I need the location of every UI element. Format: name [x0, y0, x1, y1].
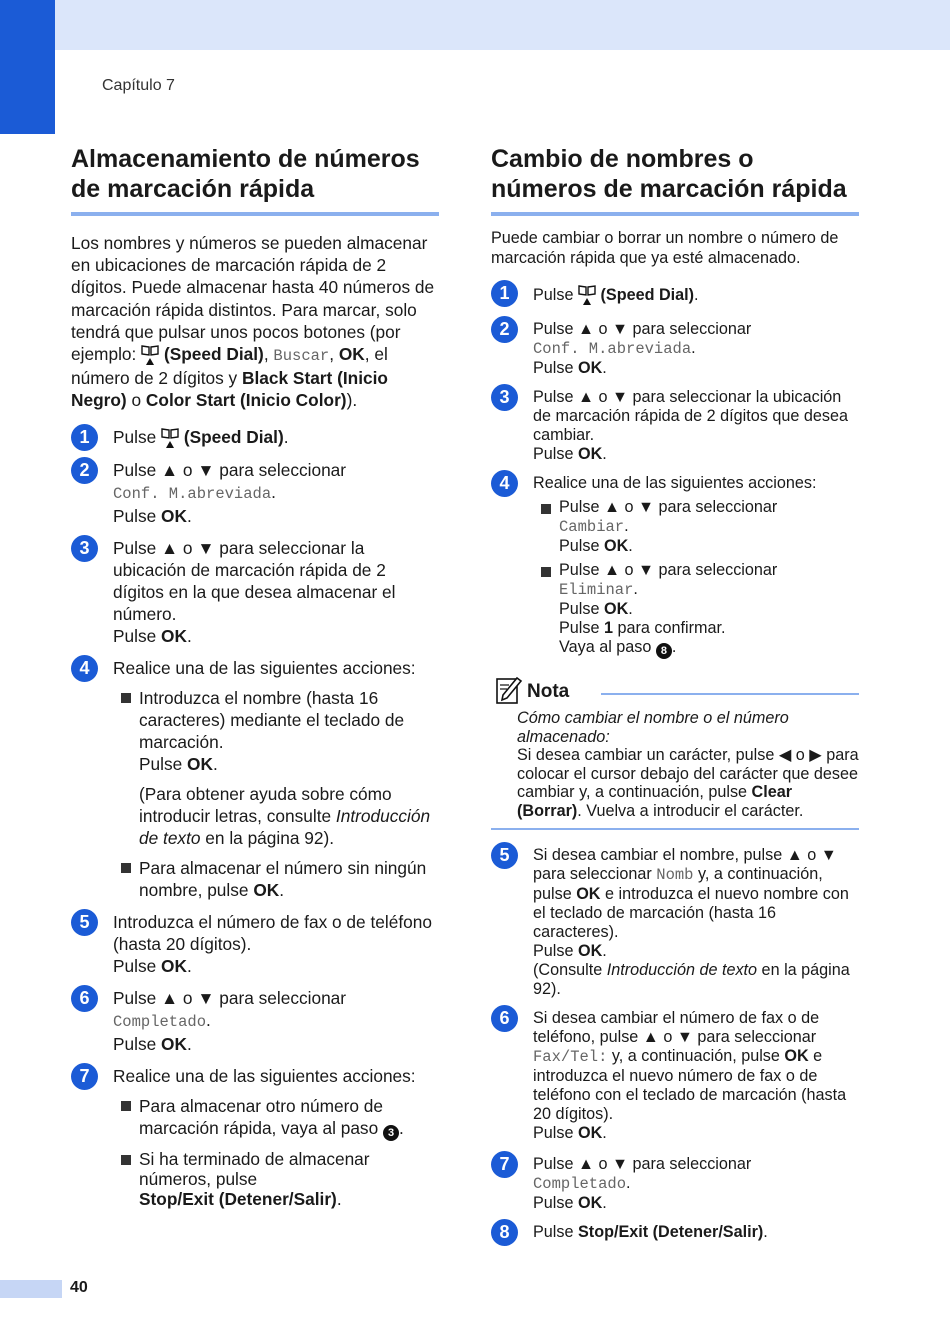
left-intro	[71, 232, 439, 412]
lcd-text: Conf. M.abreviada	[533, 340, 692, 358]
punct: .	[602, 1194, 607, 1212]
help-text-b: en la página 92).	[200, 827, 335, 848]
help-text-a: (Consulte	[533, 961, 607, 979]
right-intro: Puede cambiar o borrar un nombre o número de marcación rápida que ya esté almacenado.	[491, 229, 839, 267]
right-column	[491, 144, 859, 1242]
bullet-square-icon	[121, 693, 131, 703]
step-text: Pulse	[113, 955, 162, 976]
bullet-square-icon	[121, 1101, 131, 1111]
punct: .	[602, 942, 607, 960]
lcd-text: Conf. M.abreviada	[113, 484, 272, 503]
punct: .	[624, 517, 629, 535]
step-text: Pulse	[113, 625, 162, 646]
key-1: 1	[604, 619, 614, 637]
separator: ,	[329, 344, 339, 365]
step-text: Pulse	[113, 505, 162, 526]
punct: .	[206, 1009, 211, 1030]
left-column	[71, 144, 439, 1209]
speed-dial-icon	[578, 284, 596, 306]
left-section-title: Almacenamiento de números de marcación rápida	[71, 144, 439, 216]
step-7	[71, 1065, 439, 1209]
step-text: Pulse ▲ o ▼ para seleccionar la ubicación de marcación rápida de 2 dígitos en la que desea almacenar el número.	[113, 537, 396, 624]
step-3	[491, 388, 859, 464]
divider	[491, 828, 859, 830]
lcd-text: Fax/Tel:	[533, 1048, 608, 1066]
ok-key: OK	[161, 1033, 187, 1054]
sub-option	[113, 1149, 439, 1209]
ok-key: OK	[578, 1124, 603, 1142]
step-6	[71, 987, 439, 1055]
step-text: Realice una de las siguientes acciones:	[113, 1065, 416, 1086]
punct: .	[399, 1117, 404, 1138]
bullet-square-icon	[121, 863, 131, 873]
lcd-buscar: Buscar	[273, 347, 330, 366]
clear-key: Clear (Borrar)	[517, 783, 793, 820]
step-text: Pulse	[533, 1124, 578, 1142]
note-box	[491, 675, 859, 830]
note-pencil-icon	[495, 675, 523, 705]
intro-text: o	[126, 390, 146, 411]
step-number: 7	[71, 1063, 98, 1090]
punct: .	[694, 286, 699, 304]
sub-text: para confirmar.	[613, 619, 726, 637]
chapter-tab	[0, 0, 55, 134]
note-text: . Vuelva a introducir el carácter.	[577, 801, 804, 820]
step-text: Si desea cambiar el nombre, pulse ▲ o ▼ para seleccionar	[533, 846, 837, 883]
right-section-title: Cambio de nombres o números de marcación rápida	[491, 144, 859, 216]
step-6	[491, 1009, 859, 1143]
lcd-text: Completado	[533, 1175, 627, 1193]
punct: .	[212, 753, 218, 774]
intro-text: ).	[346, 390, 358, 411]
chapter-label: Capítulo 7	[102, 77, 175, 94]
page-number: 40	[70, 1279, 88, 1296]
step-ref-badge: 8	[656, 643, 672, 659]
note-body	[517, 709, 859, 820]
sub-text: Pulse ▲ o ▼ para seleccionar	[559, 498, 778, 516]
ok-key: OK	[604, 537, 629, 555]
punct: .	[602, 359, 607, 377]
sub-option	[113, 687, 439, 849]
step-text: e introduzca el nuevo nombre con el teclado de marcación (hasta 16 caracteres).	[533, 885, 849, 941]
ok-key: OK	[576, 885, 601, 903]
color-start-key: Color Start (Inicio Color)	[145, 390, 347, 411]
punct: .	[279, 879, 285, 900]
step-1	[71, 426, 439, 449]
divider	[601, 693, 859, 695]
sub-option	[113, 1095, 439, 1141]
step-text: e introduzca el nuevo número de fax o de teléfono con el teclado de marcación (hasta 20 dígitos).	[533, 1047, 847, 1123]
bullet-square-icon	[121, 1155, 131, 1165]
ok-key: OK	[161, 505, 187, 526]
note-title: Nota	[527, 681, 570, 702]
sub-text: Si ha terminado de almacenar números, pulse	[139, 1148, 370, 1189]
step-8	[491, 1223, 859, 1242]
note-text: Si desea cambiar un carácter, pulse ◀ o ▶ para colocar el cursor debajo del carácter que desee cambiar y, a continuación, pulse	[517, 746, 859, 801]
step-text: Pulse	[533, 445, 578, 463]
step-5	[71, 911, 439, 977]
stop-exit-key: Stop/Exit (Detener/Salir)	[139, 1188, 337, 1209]
punct: .	[186, 955, 192, 976]
step-text: Pulse ▲ o ▼ para seleccionar la ubicación de marcación rápida de 2 dígitos que desea cambiar.	[533, 388, 848, 444]
step-text: Realice una de las siguientes acciones:	[113, 657, 416, 678]
step-number: 3	[71, 535, 98, 562]
sub-text: Vaya al paso	[559, 638, 656, 656]
step-number: 8	[491, 1219, 518, 1246]
step-number: 3	[491, 384, 518, 411]
ok-key: OK	[161, 625, 187, 646]
lcd-text: Cambiar	[559, 518, 625, 536]
punct: .	[271, 481, 276, 502]
step-text: Pulse	[113, 426, 162, 447]
lcd-text: Nomb	[656, 866, 694, 884]
ok-key: OK	[253, 879, 280, 900]
step-text: Pulse ▲ o ▼ para seleccionar	[113, 459, 347, 480]
note-subtitle: Cómo cambiar el nombre o el número almacenado:	[517, 709, 789, 746]
step-ref-badge: 3	[383, 1125, 399, 1141]
speed-dial-icon	[141, 344, 159, 366]
punct: .	[691, 339, 696, 357]
step-text: Pulse	[533, 942, 578, 960]
sub-text: Pulse ▲ o ▼ para seleccionar	[559, 561, 778, 579]
step-2	[71, 459, 439, 527]
punct: .	[628, 537, 633, 555]
step-text: Pulse	[533, 359, 578, 377]
punct: .	[633, 580, 638, 598]
footer-band	[0, 1280, 62, 1298]
step-number: 4	[71, 655, 98, 682]
step-3	[71, 537, 439, 647]
ok-key: OK	[578, 359, 603, 377]
black-start-key: Black Start (Inicio Negro)	[71, 368, 388, 411]
sub-text: Introduzca el nombre (hasta 16 caracteres) mediante el teclado de marcación.	[139, 687, 405, 752]
step-number: 7	[491, 1151, 518, 1178]
step-number: 5	[71, 909, 98, 936]
sub-text: Para almacenar otro número de marcación rápida, vaya al paso	[139, 1095, 383, 1138]
bullet-square-icon	[541, 567, 551, 577]
bullet-square-icon	[541, 504, 551, 514]
step-4	[71, 657, 439, 901]
punct: .	[628, 600, 633, 618]
step-number: 4	[491, 470, 518, 497]
step-text: Introduzca el número de fax o de teléfono (hasta 20 dígitos).	[113, 911, 432, 954]
punct: .	[186, 505, 192, 526]
ok-key: OK	[578, 1194, 603, 1212]
step-number: 6	[491, 1005, 518, 1032]
sub-text: Pulse	[139, 753, 188, 774]
punct: .	[186, 625, 192, 646]
step-number: 1	[491, 280, 518, 307]
step-7	[491, 1155, 859, 1213]
step-text: Pulse	[113, 1033, 162, 1054]
punct: .	[763, 1223, 768, 1241]
speed-dial-key: (Speed Dial)	[163, 344, 264, 365]
lcd-text: Eliminar	[559, 581, 634, 599]
step-5	[491, 846, 859, 999]
step-text: Pulse ▲ o ▼ para seleccionar	[113, 987, 347, 1008]
step-4	[491, 474, 859, 659]
punct: .	[626, 1174, 631, 1192]
step-2	[491, 320, 859, 378]
punct: .	[602, 445, 607, 463]
ok-key: OK	[578, 942, 603, 960]
help-text	[139, 783, 439, 849]
step-text: Realice una de las siguientes acciones:	[533, 474, 817, 492]
ok-key: OK	[604, 600, 629, 618]
step-text: Pulse	[533, 1223, 578, 1241]
ok-key: OK	[187, 753, 213, 774]
intro-text: , el número de 2 dígitos y	[71, 344, 388, 389]
step-number: 2	[71, 457, 98, 484]
step-number: 1	[71, 424, 98, 451]
intro-text: Los nombres y números se pueden almacenar en ubicaciones de marcación rápida de 2 dígitos. Puede almacenar hasta 40 números de marcación rápida distintos. Para marcar, solo tendrá que pulsar unos pocos botones (por ejemplo:	[71, 233, 435, 365]
punct: .	[671, 638, 677, 656]
step-text: Si desea cambiar el número de fax o de teléfono, pulse ▲ o ▼ para seleccionar	[533, 1009, 820, 1046]
header-band	[0, 0, 950, 50]
ok-key: OK	[338, 344, 365, 365]
punct: .	[602, 1124, 607, 1142]
step-text: Pulse ▲ o ▼ para seleccionar	[533, 320, 752, 338]
lcd-text: Completado	[113, 1012, 207, 1031]
step-text: Pulse ▲ o ▼ para seleccionar	[533, 1155, 752, 1173]
step-number: 2	[491, 316, 518, 343]
sub-text: Pulse	[559, 600, 604, 618]
step-1	[491, 284, 859, 306]
sub-text: Para almacenar el número sin ningún nombre, pulse	[139, 857, 427, 900]
ok-key: OK	[578, 445, 603, 463]
step-number: 6	[71, 985, 98, 1012]
note-header	[491, 675, 859, 707]
sub-text: Pulse	[559, 619, 604, 637]
help-text-a: (Para obtener ayuda sobre cómo introducir letras, consulte	[139, 783, 392, 826]
stop-exit-key: Stop/Exit (Detener/Salir)	[578, 1223, 764, 1241]
ok-key: OK	[784, 1047, 809, 1065]
step-number: 5	[491, 842, 518, 869]
step-text: Pulse	[533, 1194, 578, 1212]
speed-dial-icon	[161, 427, 179, 449]
punct: .	[336, 1188, 342, 1209]
sub-option	[533, 498, 859, 556]
cross-reference: Introducción de texto	[139, 805, 431, 848]
help-text-b: en la página 92).	[533, 961, 850, 998]
speed-dial-key: (Speed Dial)	[600, 286, 695, 304]
cross-reference: Introducción de texto	[606, 961, 758, 979]
step-text: y, a continuación, pulse	[607, 1047, 785, 1065]
punct: .	[186, 1033, 192, 1054]
step-text: y, a continuación, pulse	[533, 865, 823, 903]
sub-option	[533, 561, 859, 659]
sub-option	[113, 857, 439, 901]
step-text: Pulse	[533, 286, 578, 304]
speed-dial-key: (Speed Dial)	[183, 426, 284, 447]
ok-key: OK	[161, 955, 187, 976]
punct: .	[283, 426, 289, 447]
sub-text: Pulse	[559, 537, 604, 555]
separator: ,	[263, 344, 274, 365]
